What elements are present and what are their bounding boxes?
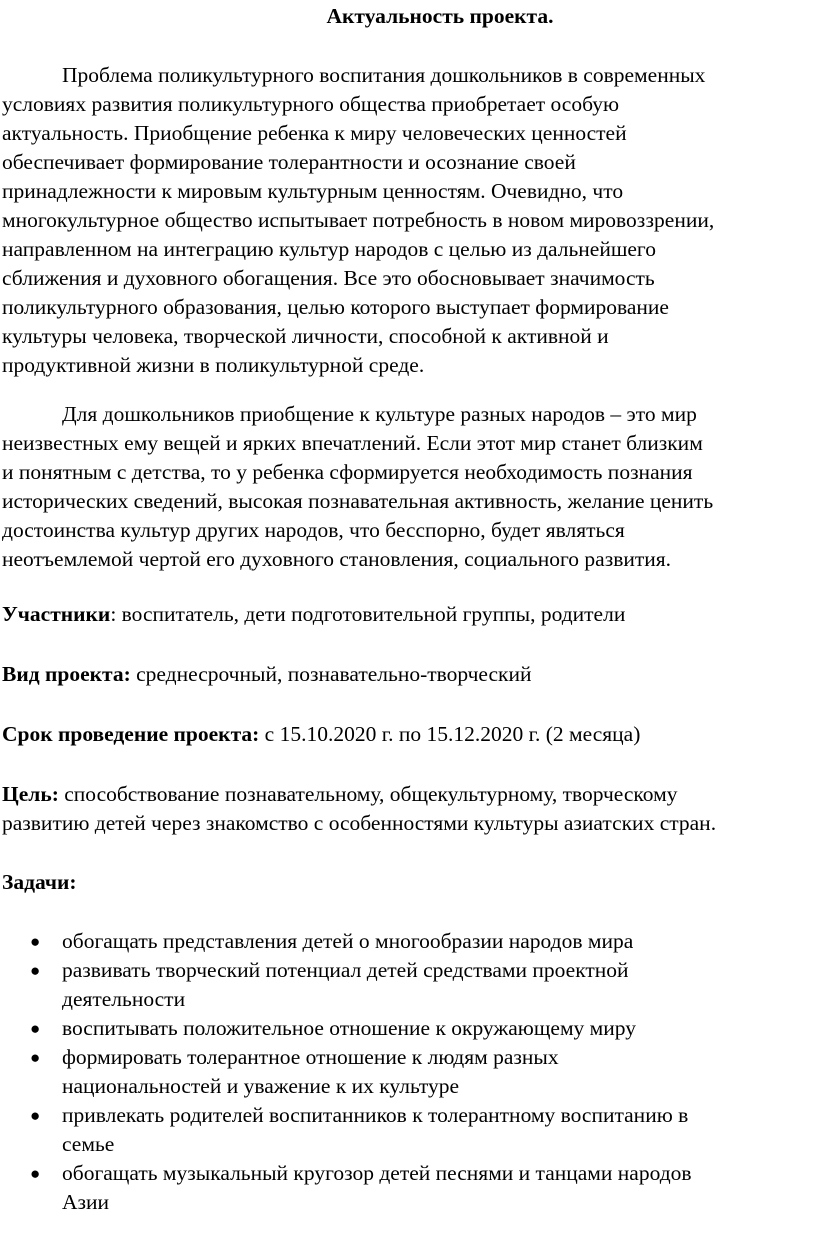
list-item (0, 956, 816, 1014)
goal-label: Цель: (2, 782, 59, 806)
participants-value: : воспитатель, дети подготовительной группы, родители (110, 602, 626, 626)
text-line: принадлежности к мировым культурным ценностям. Очевидно, что (2, 179, 624, 203)
participants-line (2, 600, 625, 629)
bullet-icon: ● (30, 1019, 41, 1038)
list-item (0, 927, 816, 956)
text-line: обеспечивает формирование толерантности и осознание своей (2, 150, 576, 174)
list-item-text: семье (62, 1132, 115, 1156)
goal-line-2: развитию детей через знакомство с особенностями культуры азиатских стран. (2, 811, 717, 835)
duration-line (2, 720, 640, 749)
list-item-text: обогащать представления детей о многообразии народов мира (62, 929, 634, 953)
text-line: достоинства культур других народов, что бесспорно, будет являться (2, 518, 625, 542)
bullet-icon: ● (30, 1106, 41, 1125)
relevance-paragraph-2 (2, 400, 816, 574)
duration-label: Срок проведение проекта: (2, 722, 260, 746)
tasks-heading-label: Задачи: (2, 870, 77, 894)
list-item (0, 1159, 816, 1217)
text-line: исторических сведений, высокая познавательная активность, желание ценить (2, 489, 714, 513)
list-item (0, 1014, 816, 1043)
project-type-label: Вид проекта: (2, 662, 131, 686)
list-item-text: развивать творческий потенциал детей средствами проектной (62, 958, 629, 982)
document-title: Актуальность проекта. (326, 4, 554, 28)
bullet-icon: ● (30, 1164, 41, 1183)
text-line: Проблема поликультурного воспитания дошкольников в современных (62, 63, 706, 87)
relevance-paragraph-1 (2, 61, 816, 380)
list-item-text: привлекать родителей воспитанников к толерантному воспитанию в (62, 1103, 689, 1127)
text-line: и понятным с детства, то у ребенка сформируется необходимость познания (2, 460, 693, 484)
text-line: сближения и духовного обогащения. Все это обосновывает значимость (2, 266, 655, 290)
text-line: продуктивной жизни в поликультурной среде. (2, 353, 425, 377)
list-item-text: обогащать музыкальный кругозор детей песнями и танцами народов (62, 1161, 692, 1185)
list-item (0, 1043, 816, 1101)
project-type-line (2, 660, 532, 689)
text-line: культуры человека, творческой личности, способной к активной и (2, 324, 609, 348)
text-line: поликультурного образования, целью которого выступает формирование (2, 295, 669, 319)
goal-paragraph (2, 780, 816, 838)
bullet-icon: ● (30, 961, 41, 980)
text-line: неотъемлемой чертой его духовного становления, социального развития. (2, 547, 672, 571)
text-line: многокультурное общество испытывает потребность в новом мировоззрении, (2, 208, 715, 232)
bullet-icon: ● (30, 1048, 41, 1067)
text-line: актуальность. Приобщение ребенка к миру человеческих ценностей (2, 121, 627, 145)
bullet-icon: ● (30, 932, 41, 951)
duration-value: с 15.10.2020 г. по 15.12.2020 г. (2 месяца) (259, 722, 641, 746)
list-item-text: воспитывать положительное отношение к окружающему миру (62, 1016, 637, 1040)
list-item-text: Азии (62, 1190, 110, 1214)
list-item-text: национальностей и уважение к их культуре (62, 1074, 460, 1098)
text-line: направленном на интеграцию культур народов с целью из дальнейшего (2, 237, 656, 261)
text-line: неизвестных ему вещей и ярких впечатлений. Если этот мир станет близким (2, 431, 703, 455)
list-item (0, 1101, 816, 1159)
text-line: условиях развития поликультурного общества приобретает особую (2, 92, 620, 116)
text-line: Для дошкольников приобщение к культуре разных народов – это мир (62, 402, 697, 426)
goal-text: способствование познавательному, общекультурному, творческому (58, 782, 678, 806)
list-item-text: формировать толерантное отношение к людям разных (62, 1045, 559, 1069)
tasks-heading (2, 868, 77, 897)
participants-label: Участники (2, 602, 111, 626)
list-item-text: деятельности (62, 987, 186, 1011)
goal-line-1 (2, 780, 816, 809)
tasks-list (0, 927, 816, 1217)
project-type-value: среднесрочный, познавательно-творческий (130, 662, 532, 686)
